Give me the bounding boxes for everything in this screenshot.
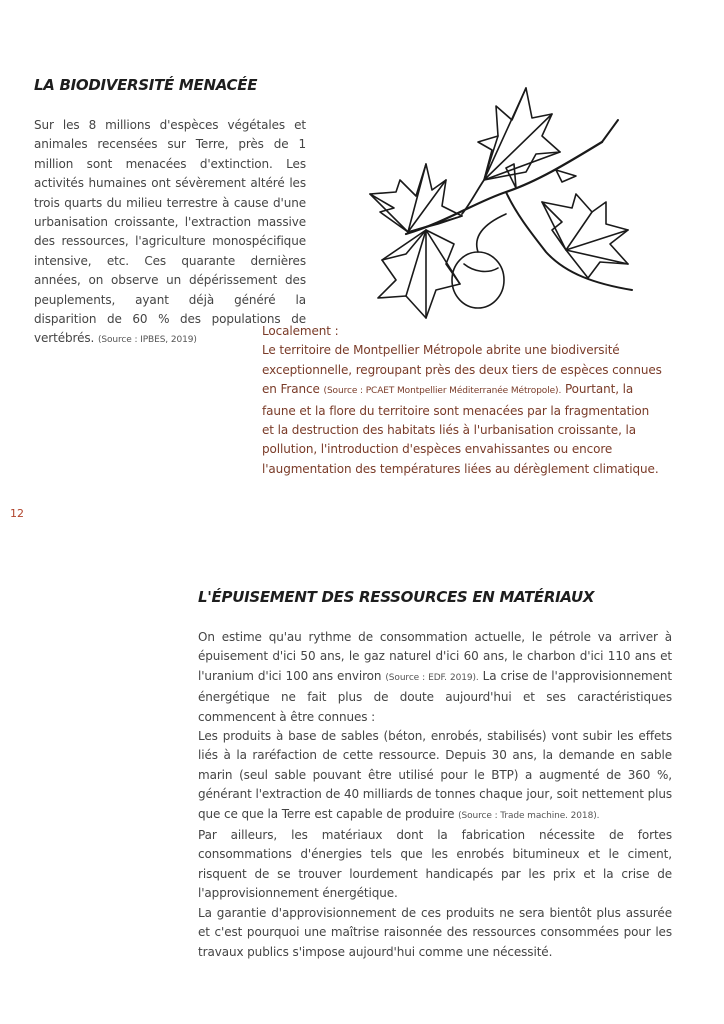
section2-paragraph-2 [198, 727, 672, 826]
section2-p2-text: Les produits à base de sables (béton, enrobés, stabilisés) vont subir les effets liés à la raréfaction de cette ressource. Depuis 30 ans, la demande en sable marin (seul sable pouvant être utilisé pour le BTP) a augmenté de 360 %, générant l'extraction de 40 milliards de tonnes chaque jour, soit nettement plus que ce que la Terre est capable de produire [198, 729, 672, 821]
section2-p1-text: On estime qu'au rythme de consommation actuelle, le pétrole va arriver à épuisement d'ici 50 ans, le gaz naturel d'ici 60 ans, le charbon d'ici 110 ans et l'uranium d'ici 100 ans environ [198, 630, 672, 683]
section1-source: (Source : IPBES, 2019) [97, 335, 197, 346]
section2-title: L'ÉPUISEMENT DES RESSOURCES EN MATÉRIAUX [198, 588, 595, 606]
section2-paragraph-1 [198, 628, 672, 727]
section1-title: LA BIODIVERSITÉ MENACÉE [34, 76, 258, 94]
local-text-part1: Le territoire de Montpellier Métropole abrite une biodiversité exceptionnelle, regroupant près des deux tiers de espèces connues en France [262, 343, 662, 397]
plane-tree-leaves-illustration [366, 84, 646, 320]
section1-body: Sur les 8 millions d'espèces végétales et animales recensées sur Terre, près de 1 million sont menacées d'extinction. Les activités humaines ont sévèrement altéré les trois quarts du milieu terrestre à cause d'une urbanisation croissante, l'extraction massive des ressources, l'agriculture monospécifique intensive, etc. Ces quarante dernières années, on observe un dépérissement des peuplements, ayant déjà généré la disparition de 60 % des populations de vertébrés. [34, 118, 306, 346]
section1-paragraph [34, 116, 306, 351]
section2-p1-source: (Source : EDF. 2019). [385, 672, 479, 683]
page-number: 12 [10, 507, 24, 520]
section2-paragraph-3: Par ailleurs, les matériaux dont la fabrication nécessite de fortes consommations d'énergies tels que les enrobés bitumineux et le ciment, risquent de se trouver lourdement handicapés par les prix et la crise de l'approvisionnement énergétique. [198, 828, 672, 901]
section2-paragraph-4: La garantie d'approvisionnement de ces produits ne sera bientôt plus assurée et c'est pourquoi une maîtrise raisonnée des ressources consommées pour les travaux publics s'impose aujourd'hui comme une nécessité. [198, 905, 672, 959]
section2-p1-text-cont: La crise de l'approvisionnement énergétique ne fait plus de doute aujourd'hui et ses caractéristiques commencent à être connues : [198, 668, 672, 724]
local-text-part2: Pourtant, la faune et la flore du territoire sont menacées par la fragmentation et la destruction des habitats liés à l'urbanisation croissante, la pollution, l'introduction d'espèces envahissantes ou encore l'augmentation des températures liées au dérèglement climatique. [262, 382, 659, 476]
local-text [262, 341, 662, 479]
local-source: (Source : PCAET Montpellier Méditerranée Métropole). [323, 386, 562, 397]
section2-p2-source: (Source : Trade machine. 2018). [458, 810, 600, 821]
section2-body [198, 628, 672, 962]
local-label: Localement : [262, 324, 339, 338]
local-block [262, 322, 662, 479]
